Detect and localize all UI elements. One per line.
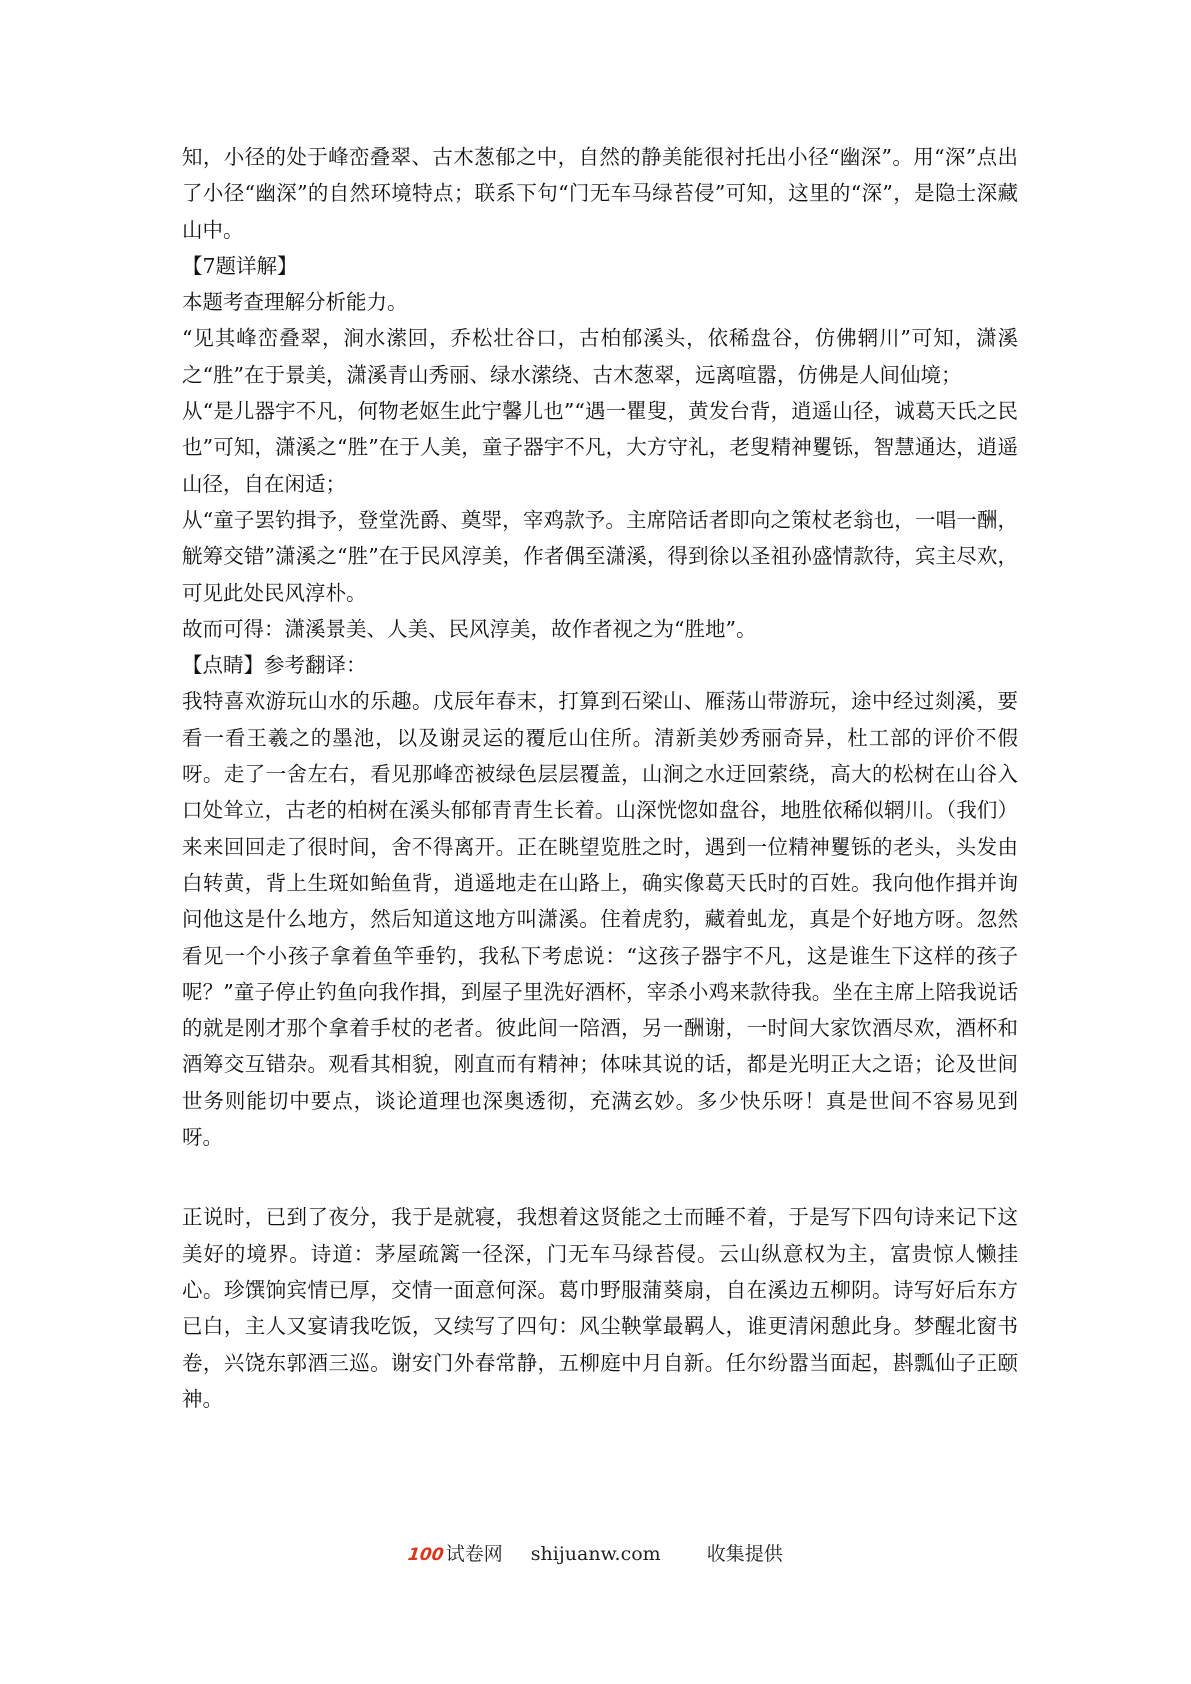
document-body bbox=[182, 139, 1018, 1417]
footer-brand bbox=[408, 1540, 503, 1569]
question-7-heading: 【7题详解】 bbox=[182, 253, 298, 278]
paragraph-people: 从“是儿器宇不凡，何物老妪生此宁馨儿也”“遇一瞿叟，黄发台背，逍遥山径，诚葛天氏之民也”可知，潇溪之“胜”在于人美，童子器宇不凡，大方守礼，老叟精神矍铄，智慧通达，逍遥山径，自在闲适； bbox=[182, 399, 1018, 496]
footer-provided: 收集提供 bbox=[706, 1543, 783, 1565]
dianjing-heading: 【点睛】参考翻译： bbox=[182, 653, 367, 678]
paragraph-conclusion: 故而可得：潇溪景美、人美、民风淳美，故作者视之为“胜地”。 bbox=[182, 616, 757, 641]
brand-name: 试卷网 bbox=[445, 1543, 503, 1565]
paragraph-gap bbox=[182, 1155, 1018, 1199]
paragraph-scenery: “见其峰峦叠翠，涧水潆回，乔松壮谷口，古柏郁溪头，依稀盘谷，仿佛辋川”可知，潇溪之“胜”在于景美，潇溪青山秀丽、绿水潆绕、古木葱翠，远离喧嚣，仿佛是人间仙境； bbox=[182, 326, 1018, 387]
paragraph-ability: 本题考查理解分析能力。 bbox=[182, 290, 408, 315]
brand-logo-icon: 100 bbox=[406, 1545, 446, 1565]
paragraph-translation-2: 正说时，已到了夜分，我于是就寝，我想着这贤能之士而睡不着，于是写下四句诗来记下这美好的境界。诗道：茅屋疏篱一径深，门无车马绿苔侵。云山纵意权为主，富贵惊人懒挂心。珍馔饷宾情已厚，交情一面意何深。葛巾野服蒲葵扇，自在溪边五柳阴。诗写好后东方已白，主人又宴请我吃饭，又续写了四句：风尘鞅掌最羁人，谁更清闲憩此身。梦醒北窗书卷，兴饶东郭酒三巡。谢安门外春常静，五柳庭中月自新。任尔纷嚣当面起，斟瓢仙子正颐神。 bbox=[182, 1205, 1018, 1411]
footer-site: shijuanw.com bbox=[530, 1543, 661, 1565]
paragraph-analysis-shen: 知，小径的处于峰峦叠翠、古木葱郁之中，自然的静美能很衬托出小径“幽深”。用“深”点出了小径“幽深”的自然环境特点；联系下句“门无车马绿苔侵”可知，这里的“深”，是隐士深藏山中。 bbox=[182, 145, 1018, 242]
paragraph-translation-1: 我特喜欢游玩山水的乐趣。戊辰年春末，打算到石梁山、雁荡山带游玩，途中经过剡溪，要看一看王羲之的墨池，以及谢灵运的覆卮山住所。清新美妙秀丽奇异，杜工部的评价不假呀。走了一舍左右，看见那峰峦被绿色层层覆盖，山涧之水迂回萦绕，高大的松树在山谷入口处耸立，古老的柏树在溪头郁郁青青生长着。山深恍惚如盘谷，地胜依稀似辋川。（我们）来来回回走了很时间，舍不得离开。正在眺望览胜之时，遇到一位精神矍铄的老头，头发由白转黄，背上生斑如鲐鱼背，逍遥地走在山路上，确实像葛天氏时的百姓。我向他作揖并询问他这是什么地方，然后知道这地方叫潇溪。住着虎豹，藏着虬龙，真是个好地方呀。忽然看见一个小孩子拿着鱼竿垂钓，我私下考虑说：“这孩子器宇不凡，这是谁生下这样的孩子呢？”童子停止钓鱼向我作揖，到屋子里洗好酒杯，宰杀小鸡来款待我。坐在主席上陪我说话的就是刚才那个拿着手杖的老者。彼此间一陪酒，另一酬谢，一时间大家饮酒尽欢，酒杯和酒筹交互错杂。观看其相貌，刚直而有精神；体味其说的话，都是光明正大之语；论及世间世务则能切中要点，谈论道理也深奥透彻，充满玄妙。多少快乐呀！真是世间不容易见到呀。 bbox=[182, 689, 1018, 1150]
page-footer bbox=[0, 1540, 1191, 1569]
paragraph-customs: 从“童子罢钓揖予，登堂洗爵、奠斝，宰鸡款予。主席陪话者即向之策杖老翁也，一唱一酬，觥筹交错”潇溪之“胜”在于民风淳美，作者偶至潇溪，得到徐以圣祖孙盛情款待，宾主尽欢，可见此处民风淳朴。 bbox=[182, 507, 1018, 605]
